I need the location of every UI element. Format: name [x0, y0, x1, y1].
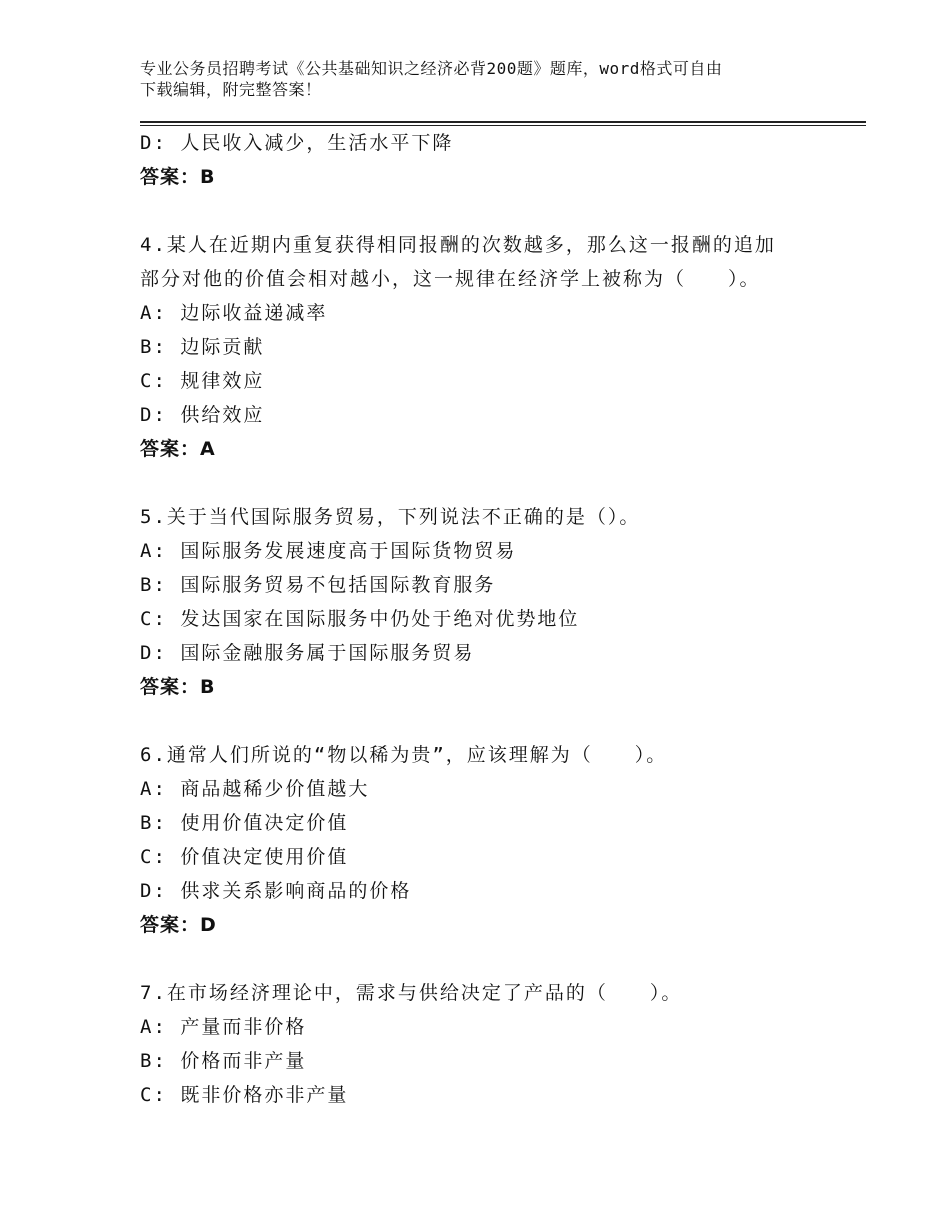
question-6-stem-line-1: 6.通常人们所说的“物以稀为贵”，应该理解为（ ）。 [140, 744, 668, 766]
document-header [140, 58, 820, 100]
question-6-option-c: C: 价值决定使用价值 [140, 846, 349, 868]
question-4-option-b: B: 边际贡献 [140, 336, 265, 358]
question-7-option-c: C: 既非价格亦非产量 [140, 1084, 349, 1106]
question-4-stem-line-2: 部分对他的价值会相对越小，这一规律在经济学上被称为（ ）。 [140, 268, 761, 290]
prev-answer: 答案：B [140, 166, 216, 188]
prev-option-d: D: 人民收入减少，生活水平下降 [140, 132, 454, 154]
header-line-1: 专业公务员招聘考试《公共基础知识之经济必背200题》题库，word格式可自由 [140, 59, 723, 78]
question-7-stem-line-1: 7.在市场经济理论中，需求与供给决定了产品的（ ）。 [140, 982, 683, 1004]
question-5-option-d: D: 国际金融服务属于国际服务贸易 [140, 642, 475, 664]
question-7 [140, 976, 840, 1112]
question-4-option-d: D: 供给效应 [140, 404, 265, 426]
spacer [140, 466, 840, 500]
question-4-stem-line-1: 4.某人在近期内重复获得相同报酬的次数越多，那么这一报酬的追加 [140, 234, 776, 256]
question-5-option-b: B: 国际服务贸易不包括国际教育服务 [140, 574, 496, 596]
question-7-option-a: A: 产量而非价格 [140, 1016, 307, 1038]
question-6 [140, 738, 840, 942]
question-5-option-a: A: 国际服务发展速度高于国际货物贸易 [140, 540, 517, 562]
spacer [140, 704, 840, 738]
document-body [140, 126, 840, 1112]
spacer [140, 942, 840, 976]
question-6-answer: 答案：D [140, 914, 217, 936]
question-6-option-a: A: 商品越稀少价值越大 [140, 778, 370, 800]
question-4-option-a: A: 边际收益递减率 [140, 302, 328, 324]
header-divider-thick [140, 121, 866, 123]
question-4-answer: 答案：A [140, 438, 216, 460]
question-4-option-c: C: 规律效应 [140, 370, 265, 392]
question-5-answer: 答案：B [140, 676, 216, 698]
question-7-option-b: B: 价格而非产量 [140, 1050, 307, 1072]
question-6-option-b: B: 使用价值决定价值 [140, 812, 349, 834]
question-5 [140, 500, 840, 704]
header-line-2: 下载编辑，附完整答案！ [140, 80, 322, 99]
question-4 [140, 228, 840, 466]
question-6-option-d: D: 供求关系影响商品的价格 [140, 880, 412, 902]
question-5-option-c: C: 发达国家在国际服务中仍处于绝对优势地位 [140, 608, 580, 630]
question-5-stem-line-1: 5.关于当代国际服务贸易，下列说法不正确的是（）。 [140, 506, 641, 528]
spacer [140, 194, 840, 228]
